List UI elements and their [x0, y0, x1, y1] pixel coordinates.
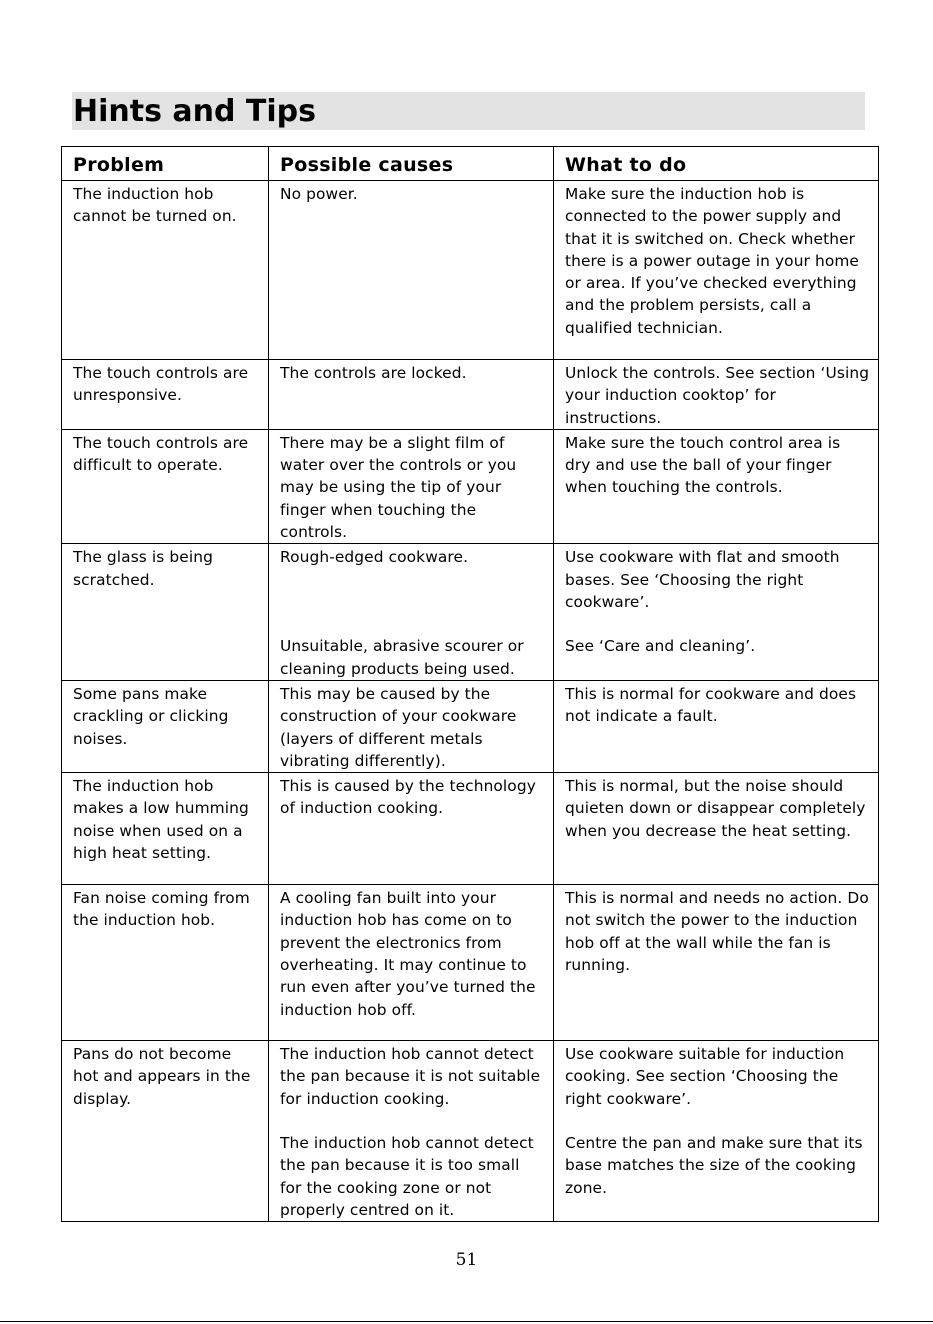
- causes-cell: [269, 429, 554, 543]
- table-row: [62, 360, 879, 430]
- table-row: [62, 885, 879, 1041]
- cause-text: Rough-edged cookware.: [280, 548, 469, 567]
- problem-cell: Some pans make crackling or clicking noises.: [62, 680, 269, 772]
- table-header-row: [62, 147, 879, 181]
- action-text: This is normal, but the noise should quieten down or disappear completely when you decrease the heat setting.: [565, 777, 866, 840]
- table-row: [62, 181, 879, 360]
- page-title: Hints and Tips: [73, 94, 316, 129]
- action-text: This is normal and needs no action. Do not switch the power to the induction hob off at the wall while the fan is running.: [565, 889, 869, 975]
- cause-text: There may be a slight film of water over the controls or you may be using the tip of your finger when touching the controls.: [280, 433, 517, 542]
- problem-cell: The touch controls are difficult to operate.: [62, 429, 269, 543]
- action-text: Use cookware with flat and smooth bases. See ‘Choosing the right cookware’.: [565, 548, 840, 611]
- cause-text: A cooling fan built into your induction hob has come on to prevent the electronics from overheating. It may continue to run even after you’ve turned the induction hob off.: [280, 889, 536, 1019]
- cause-text: The induction hob cannot detect the pan because it is too small for the cooking zone or not properly centred on it.: [280, 1134, 534, 1219]
- causes-cell: [269, 1041, 554, 1222]
- actions-cell: [554, 773, 879, 885]
- actions-cell: [554, 360, 879, 430]
- bottom-rule: [0, 1321, 933, 1322]
- cause-text: This may be caused by the construction of your cookware (layers of different metals vibrating differently).: [280, 684, 517, 770]
- causes-cell: [269, 181, 554, 360]
- causes-cell: [269, 885, 554, 1041]
- action-text: Centre the pan and make sure that its base matches the size of the cooking zone.: [565, 1134, 863, 1197]
- troubleshooting-table: [61, 146, 879, 1222]
- actions-cell: [554, 544, 879, 681]
- action-text: Unlock the controls. See section ‘Using your induction cooktop’ for instructions.: [565, 364, 870, 427]
- header-possible-causes: Possible causes: [269, 147, 554, 181]
- problem-cell: Fan noise coming from the induction hob.: [62, 885, 269, 1041]
- title-bar: [72, 92, 865, 130]
- cause-text: The controls are locked.: [280, 364, 467, 382]
- action-text: Use cookware suitable for induction cooking. See section ‘Choosing the right cookware’.: [565, 1045, 845, 1108]
- table-row: [62, 680, 879, 772]
- table-row: [62, 429, 879, 543]
- causes-cell: [269, 544, 554, 681]
- causes-cell: [269, 360, 554, 430]
- problem-cell: The induction hob makes a low humming noise when used on a high heat setting.: [62, 773, 269, 885]
- header-problem: Problem: [62, 147, 269, 181]
- problem-cell: The touch controls are unresponsive.: [62, 360, 269, 430]
- actions-cell: [554, 885, 879, 1041]
- problem-cell: The induction hob cannot be turned on.: [62, 181, 269, 360]
- problem-cell: The glass is being scratched.: [62, 544, 269, 681]
- table-row: [62, 1041, 879, 1222]
- cause-text: This is caused by the technology of induction cooking.: [280, 777, 536, 818]
- cause-text: No power.: [280, 185, 358, 203]
- action-text: Make sure the induction hob is connected to the power supply and that it is switched on. Check whether there is a power outage in your home or area. If you’ve checked everything and the problem persists, call a qualified technician.: [565, 185, 859, 337]
- causes-cell: [269, 680, 554, 772]
- cause-text: Unsuitable, abrasive scourer or cleaning products being used.: [280, 637, 524, 678]
- causes-cell: [269, 773, 554, 885]
- table-row: [62, 544, 879, 681]
- cause-text: The induction hob cannot detect the pan because it is not suitable for induction cooking.: [280, 1045, 541, 1108]
- actions-cell: [554, 429, 879, 543]
- problem-cell: Pans do not become hot and appears in the display.: [62, 1041, 269, 1222]
- actions-cell: [554, 1041, 879, 1222]
- action-text: Make sure the touch control area is dry and use the ball of your finger when touching the controls.: [565, 433, 841, 497]
- actions-cell: [554, 181, 879, 360]
- action-text: See ‘Care and cleaning’.: [565, 637, 756, 656]
- header-what-to-do: What to do: [554, 147, 879, 181]
- action-text: This is normal for cookware and does not indicate a fault.: [565, 684, 857, 726]
- page-number: 51: [455, 1250, 478, 1270]
- table-row: [62, 773, 879, 885]
- actions-cell: [554, 680, 879, 772]
